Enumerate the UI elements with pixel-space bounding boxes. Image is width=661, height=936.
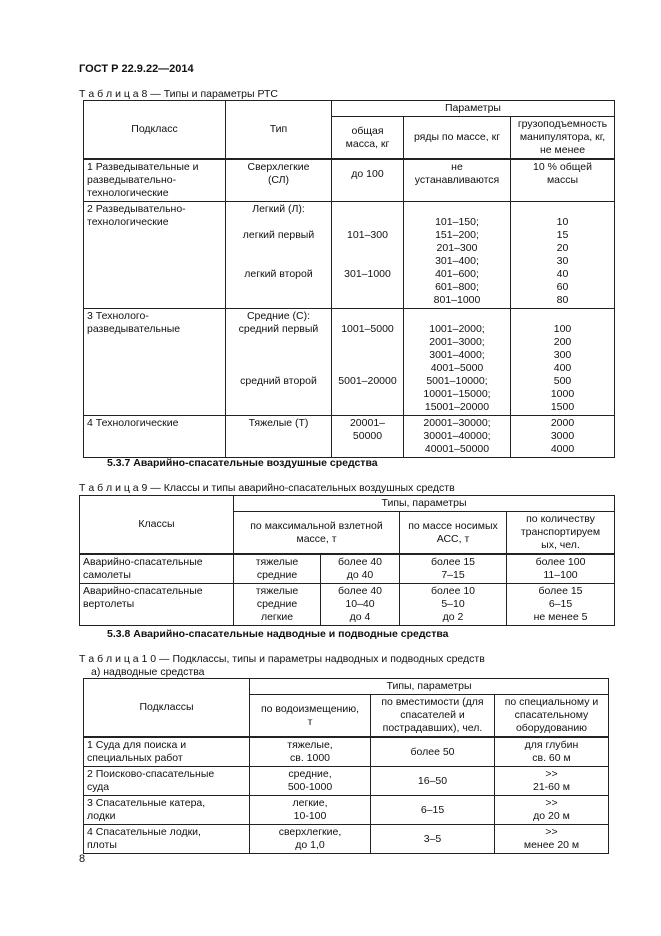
- t9-head-passengers: по количеству транспортируем ых, чел.: [507, 512, 615, 555]
- table8: [83, 100, 615, 458]
- t8-head-total-mass: общая масса, кг: [332, 117, 404, 160]
- section-5-3-8-heading: 5.3.8 Аварийно-спасательные надводные и подводные средства: [107, 628, 449, 640]
- table-row: 4 Технологические Тяжелые (Т) 20001– 50000 20001–30000; 30001–40000; 40001–50000 2000 3000 4000: [84, 416, 615, 458]
- t9-head-types: Типы, параметры: [234, 496, 615, 512]
- t8-head-capacity: грузоподъемность манипулятора, кг, не менее: [511, 117, 615, 160]
- table10-caption: Т а б л и ц а 1 0 — Подклассы, типы и параметры надводных и подводных средств: [79, 653, 485, 665]
- table-row: 3 Спасательные катера, лодки легкие, 10-100 6–15 >> до 20 м: [84, 796, 609, 825]
- t10-head-types: Типы, параметры: [250, 679, 609, 695]
- t10-head-equipment: по специальному и спасательному оборудованию: [495, 695, 609, 738]
- t10-head-displacement: по водоизмещению, т: [250, 695, 371, 738]
- table9: [79, 495, 615, 626]
- page-number: 8: [79, 853, 86, 865]
- t10-head-capacity: по вместимости (для спасателей и пострадавших), чел.: [371, 695, 495, 738]
- table-row: 1 Разведывательные и разведывательно- технологические Сверхлегкие (СЛ) до 100 не устанавливаются 10 % общей массы: [84, 159, 615, 202]
- t10-head-subclasses: Подклассы: [84, 679, 250, 738]
- table-row: Аварийно-спасательные самолеты тяжелые средние более 40 до 40 более 15 7–15 более 100 11–100: [80, 554, 615, 584]
- table-row: Аварийно-спасательные вертолеты тяжелые средние легкие более 40 10–40 до 4 более 10 5–10 до 2 более 15 6–15 не менее 5: [80, 584, 615, 626]
- t8-head-params: Параметры: [332, 101, 615, 117]
- table9-caption: Т а б л и ц а 9 — Классы и типы аварийно-спасательных воздушных средств: [79, 482, 455, 494]
- t8-head-subclass: Подкласс: [84, 101, 226, 160]
- table-row: 2 Разведывательно- технологические Легкий (Л): легкий первый легкий второй 101–300 301–1000 101–150; 151–200; 201–300 301–400; 401–600; 601–800; 801–1000 10 15 20 30 40 60 80: [84, 202, 615, 309]
- t8-head-type: Тип: [226, 101, 332, 160]
- t9-head-takeoff: по максимальной взлетной массе, т: [234, 512, 400, 555]
- document-header: ГОСТ Р 22.9.22—2014: [79, 63, 194, 75]
- table10-subcaption: а) надводные средства: [91, 666, 205, 678]
- section-5-3-7-heading: 5.3.7 Аварийно-спасательные воздушные средства: [107, 457, 378, 469]
- table-row: 4 Спасательные лодки, плоты сверхлегкие, до 1,0 3–5 >> менее 20 м: [84, 825, 609, 854]
- table8-caption: Т а б л и ц а 8 — Типы и параметры РТС: [79, 88, 279, 100]
- table-row: 2 Поисково-спасательные суда средние, 500-1000 16–50 >> 21-60 м: [84, 767, 609, 796]
- t9-head-classes: Классы: [80, 496, 234, 555]
- t8-head-mass-rows: ряды по массе, кг: [404, 117, 511, 160]
- table-row: 1 Суда для поиска и специальных работ тяжелые, св. 1000 более 50 для глубин св. 60 м: [84, 737, 609, 767]
- t9-head-payload: по массе носимых АСС, т: [400, 512, 507, 555]
- table-row: 3 Технолого- разведывательные Средние (С): средний первый средний второй 1001–5000 5001–20000 1001–2000; 2001–3000; 3001–4000; 4001–5000 5001–10000; 10001–15000; 15001–20000 100 200 300 400 500 1000 1500: [84, 309, 615, 416]
- table10: [83, 678, 609, 854]
